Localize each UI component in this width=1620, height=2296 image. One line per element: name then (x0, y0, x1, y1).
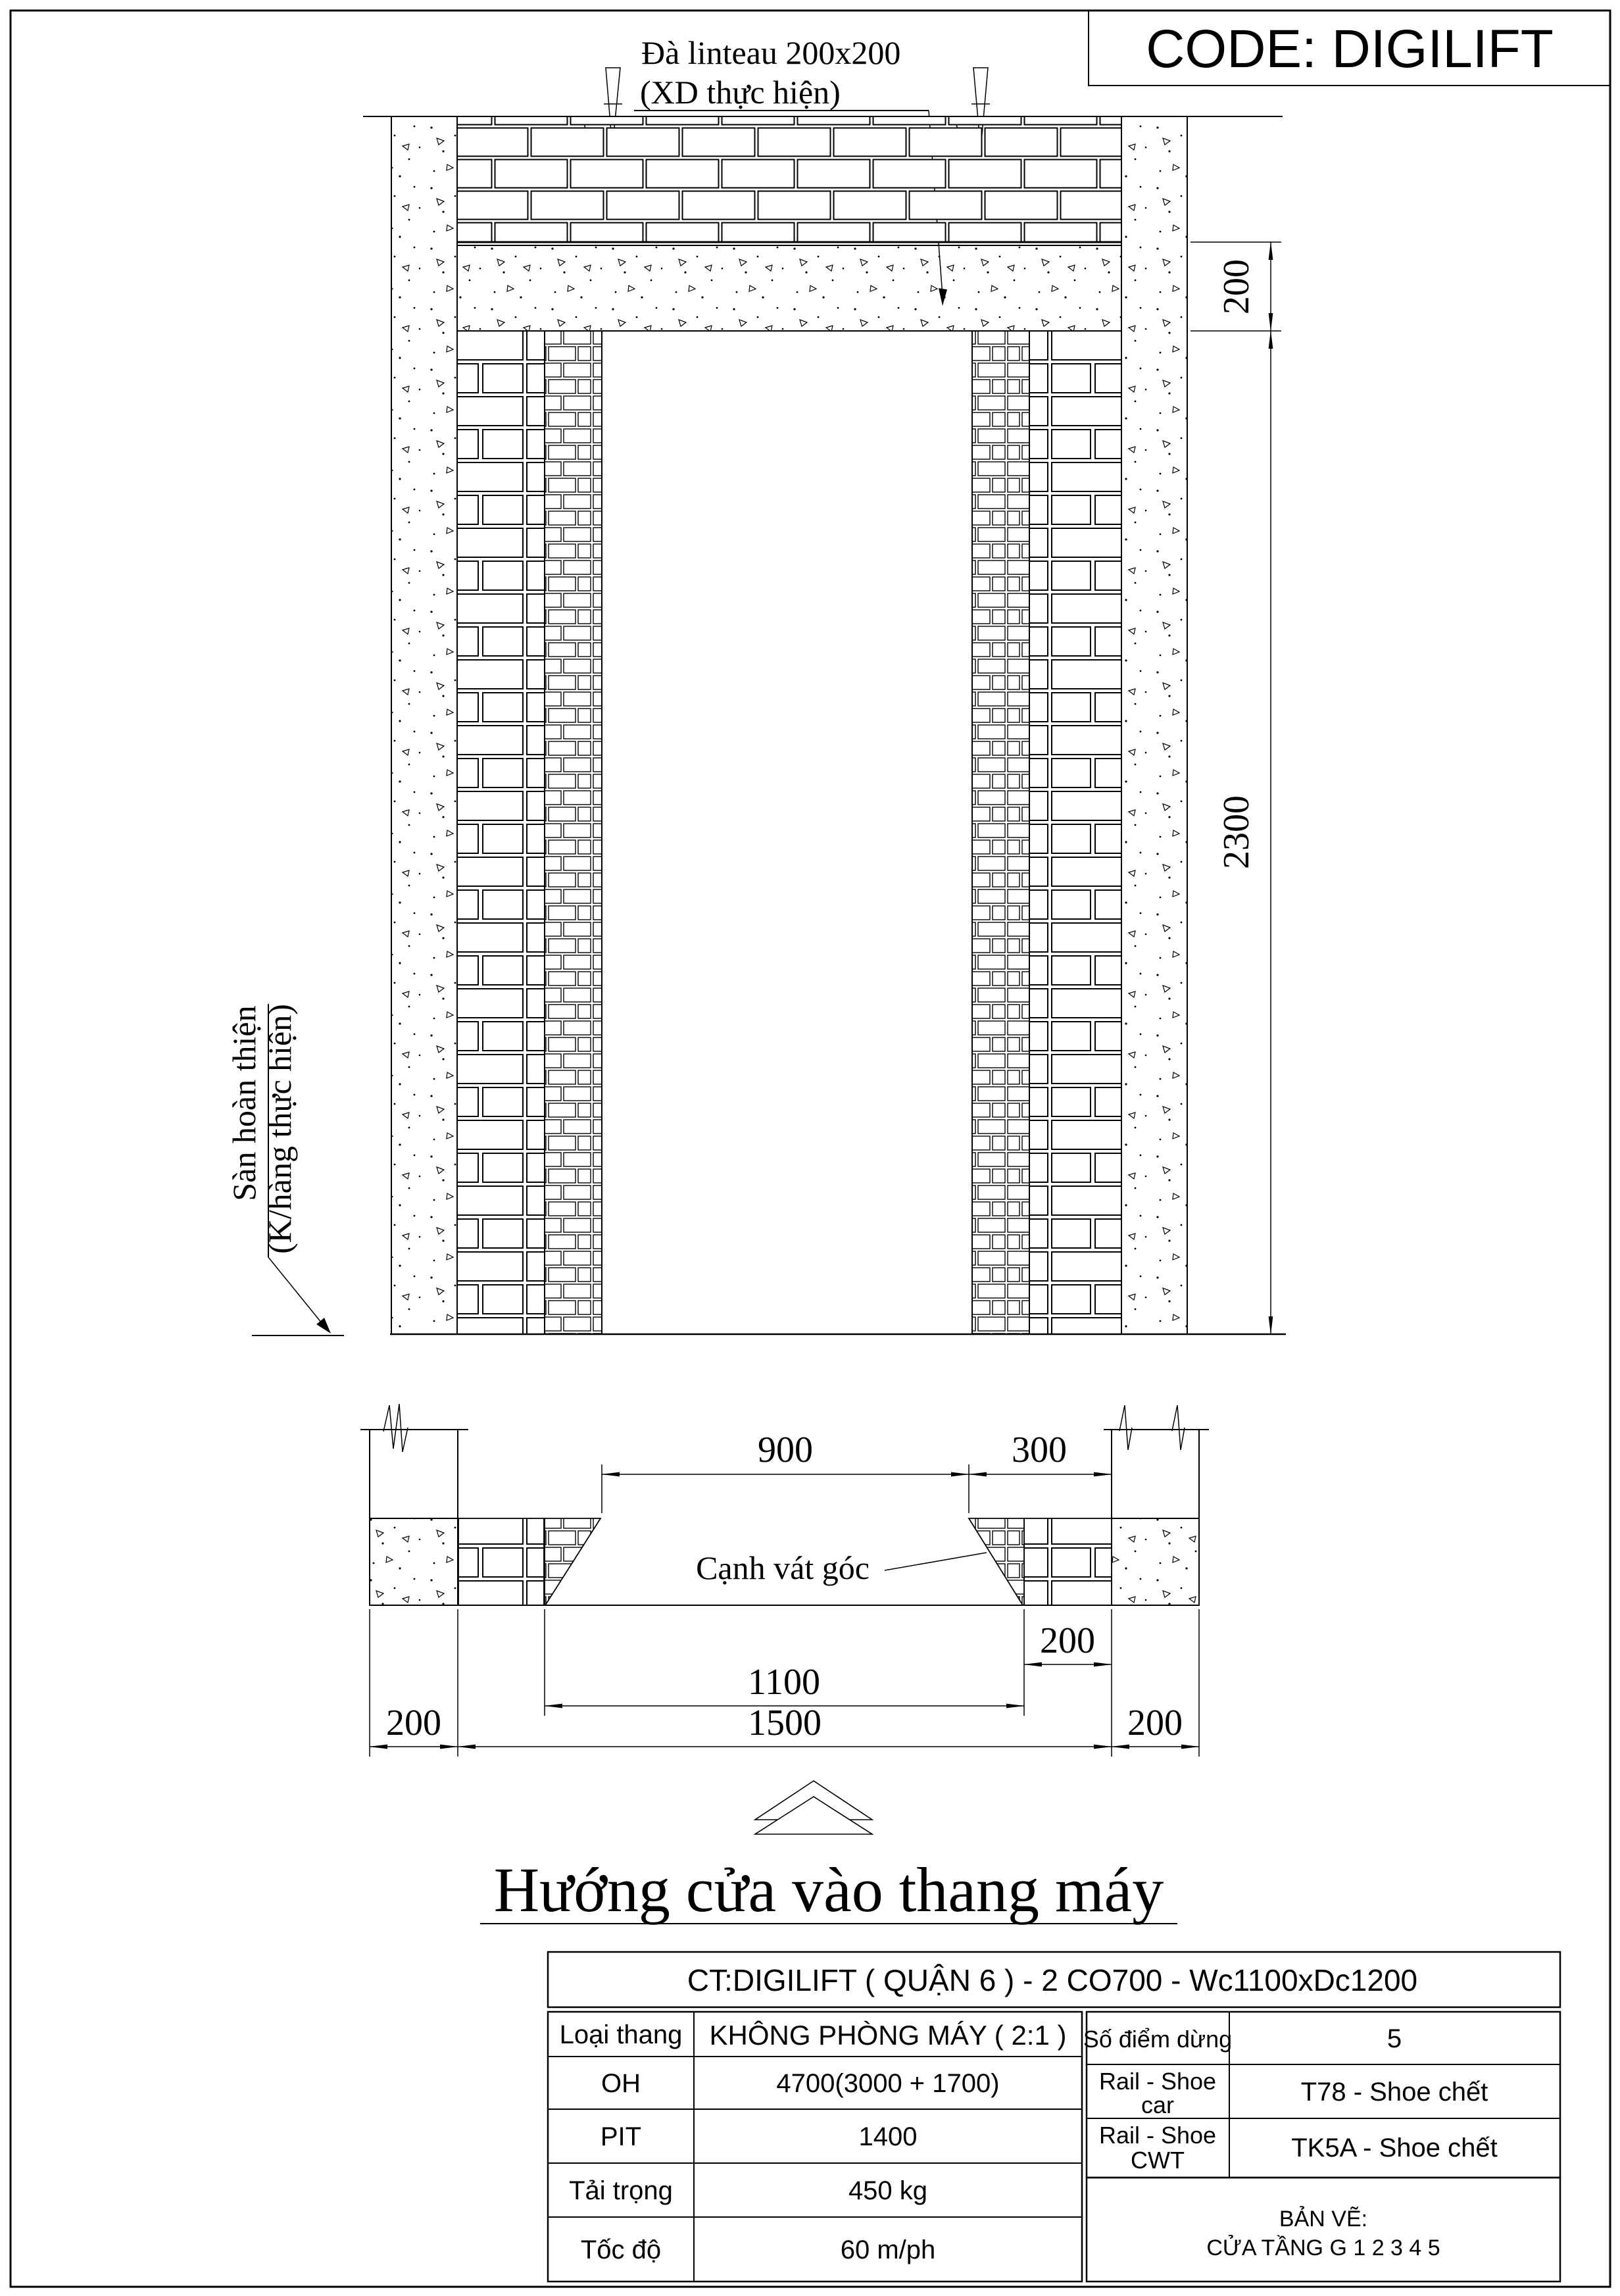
concrete-column-right (1121, 116, 1187, 1334)
plan-chamfer-brick-left (545, 1518, 601, 1605)
dim-wall-left: 200 (386, 1703, 441, 1743)
floor-note-line1: Sàn hoàn thiện (226, 1005, 262, 1201)
row-value: 60 m/ph (840, 2235, 936, 2264)
floor-note-leader (268, 1257, 328, 1330)
dim-between-walls: 1500 (748, 1703, 822, 1743)
dim-top-side: 300 (1012, 1430, 1067, 1470)
row-label: CWT (1131, 2147, 1185, 2174)
concrete-column-left (391, 116, 457, 1334)
entry-direction (480, 1781, 1177, 1925)
dim-top-opening: 900 (758, 1430, 813, 1470)
dim-opening-width: 1100 (748, 1662, 820, 1703)
row-label: car (1141, 2091, 1175, 2118)
floor-note (226, 1004, 344, 1335)
spec-table (548, 1952, 1560, 2282)
table-title: CT:DIGILIFT ( QUẬN 6 ) - 2 CO700 - Wc1100xDc1200 (687, 1963, 1418, 1997)
row-value: T78 - Shoe chết (1300, 2078, 1488, 2107)
plan-concrete-left (370, 1518, 458, 1605)
lintel-beam (457, 245, 1121, 331)
jamb-blocks-right (1029, 331, 1121, 1334)
row-label: Tải trọng (569, 2176, 673, 2205)
floor-note-line2: (K/hàng thực hiện) (261, 1004, 298, 1254)
dim-lintel-height: 200 (1216, 259, 1257, 314)
plan-blocks-left (458, 1518, 544, 1605)
lintel-note-line1: Đà linteau 200x200 (641, 34, 901, 71)
dim-opening-height: 2300 (1216, 795, 1257, 869)
plan-blocks-right (1024, 1518, 1112, 1605)
chamfer-leader (885, 1553, 987, 1570)
break-zigzag-icon (1119, 1405, 1132, 1450)
row-label: PIT (600, 2122, 642, 2151)
row-label: Loại thang (559, 2020, 683, 2049)
break-zigzag-icon (1172, 1405, 1185, 1450)
row-value: 450 kg (848, 2176, 928, 2205)
row-value: 4700(3000 + 1700) (776, 2069, 1000, 2098)
entry-caption: Hướng cửa vào thang máy (493, 1855, 1164, 1925)
chamfer-note: Cạnh vát góc (696, 1549, 870, 1586)
code-label: CODE: DIGILIFT (1146, 19, 1554, 79)
row-label: OH (601, 2069, 641, 2098)
lintel-note-line2: (XD thực hiện) (640, 74, 841, 111)
row-label: Rail - Shoe (1098, 2068, 1217, 2095)
row-label: Tốc độ (580, 2235, 662, 2264)
row-value: KHÔNG PHÒNG MÁY ( 2:1 ) (709, 2020, 1067, 2051)
jamb-finebrick-left (545, 331, 602, 1334)
row-label: Rail - Shoe (1098, 2122, 1217, 2149)
plan-concrete-right (1112, 1518, 1199, 1605)
jamb-finebrick-right (972, 331, 1029, 1334)
plan-chamfer-brick-right (969, 1518, 1024, 1605)
drawing-value: CỬA TẦNG G 1 2 3 4 5 (1206, 2235, 1440, 2260)
row-value: 5 (1387, 2024, 1402, 2053)
row-value: 1400 (858, 2122, 918, 2151)
brick-field-above-lintel (457, 116, 1121, 242)
plan-view (360, 1404, 1209, 1757)
break-zigzag-icon (383, 1404, 408, 1452)
elevation-dimensions (1190, 242, 1281, 1334)
row-label: Số điểm dừng (1083, 2026, 1233, 2053)
row-value: TK5A - Shoe chết (1291, 2134, 1498, 2162)
dim-jamb: 200 (1040, 1620, 1095, 1661)
floor-arrow-icon (316, 1318, 331, 1334)
title-block (1089, 11, 1610, 86)
elevation-view (226, 34, 1286, 1335)
dim-wall-right: 200 (1127, 1703, 1183, 1743)
jamb-blocks-left (457, 331, 545, 1334)
drawing-label: BẢN VẼ: (1279, 2207, 1368, 2232)
